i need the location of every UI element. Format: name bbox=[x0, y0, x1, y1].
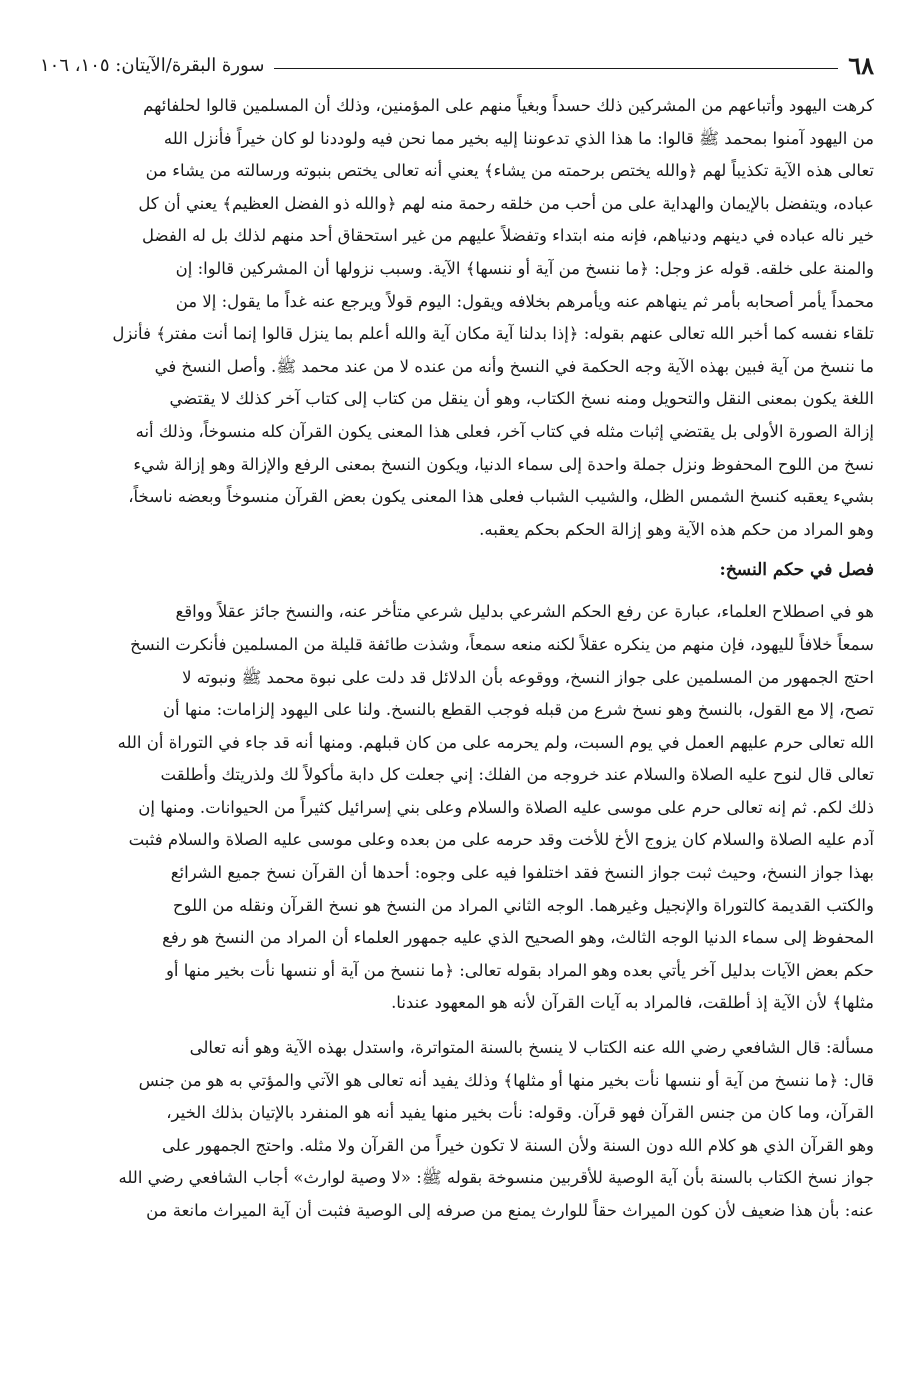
text-line: تلقاء نفسه كما أخبر الله تعالى عنهم بقوله: ﴿إذا بدلنا آية مكان آية والله أعلم بما ينزل قالوا إنما أنت مفتر﴾ فأنزل bbox=[112, 324, 874, 344]
text-line: عنه: بأن هذا ضعيف لأن كون الميراث حقاً للوارث يمنع من صرفه إلى الوصية فثبت أن آية الميراث مانعة من bbox=[146, 1201, 874, 1220]
paragraph-3 bbox=[40, 1032, 874, 1228]
header-rule bbox=[274, 68, 838, 69]
text-line: مسألة: قال الشافعي رضي الله عنه الكتاب لا ينسخ بالسنة المتواترة، واستدل بهذه الآية وهو أنه تعالى bbox=[189, 1038, 874, 1058]
text-line: تصح، إلا مع القول، بالنسخ وهو نسخ شرع من قبله فوجب القطع بالنسخ. ولنا على اليهود إلزامات: منها أن bbox=[162, 700, 874, 720]
text-line: وهو القرآن الذي هو كلام الله دون السنة ولأن السنة لا تكون خيراً من القرآن ولا مثله. واحتج الجمهور على bbox=[162, 1135, 874, 1155]
text-line: تعالى قال لنوح عليه الصلاة والسلام عند خروجه من الفلك: إني جعلت كل دابة مأكولاً لك ولذريتك وأطلقت bbox=[160, 765, 874, 785]
text-line: خير ناله عباده في دينهم ودنياهم، فإنه منه ابتداء وتفضلاً عليهم من غير استحقاق أحد منهم لذلك بل له الفضل bbox=[142, 226, 874, 246]
text-line: هو في اصطلاح العلماء، عبارة عن رفع الحكم الشرعي بدليل شرعي متأخر عنه، والنسخ جائز عقلاً وواقع bbox=[175, 602, 874, 622]
text-line: اللغة يكون بمعنى النقل والتحويل ومنه نسخ الكتاب، وهو أن ينقل من كتاب إلى كتاب آخر كذلك لا يقتضي bbox=[169, 389, 874, 409]
paragraph-2 bbox=[40, 596, 874, 1020]
page-number: ٦٨ bbox=[848, 51, 874, 80]
text-line: سمعاً خلافاً لليهود، فإن منهم من ينكره عقلاً لكنه منعه سمعاً، وشذت طائفة قليلة من المسلمين فأنكرت النسخ bbox=[130, 634, 874, 654]
text-line: كرهت اليهود وأتباعهم من المشركين ذلك حسداً وبغياً منهم على المؤمنين، وذلك أن المسلمين قالوا لحلفائهم bbox=[143, 96, 874, 115]
text-line: والمنة على خلقه. قوله عز وجل: ﴿ما ننسخ من آية أو ننسها﴾ الآية. وسبب نزولها أن المشركين قالوا: إن bbox=[175, 258, 874, 278]
text-line: ذلك لكم. ثم إنه تعالى حرم على موسى عليه الصلاة والسلام وعلى بني إسرائيل كثيراً من الحيوانات. ومنها إن bbox=[138, 797, 874, 817]
section-heading: فصل في حكم النسخ: bbox=[719, 560, 874, 581]
text-line: بشيء يعقبه كنسخ الشمس الظل، والشيب الشباب فعلى هذا المعنى يكون بعض القرآن منسوخاً وبعضه ناسخاً، bbox=[128, 487, 874, 507]
text-line: المحفوظ إلى سماء الدنيا الوجه الثالث، وهو الصحيح الذي عليه جمهور العلماء أن المراد من النسخ هو رفع bbox=[162, 928, 874, 948]
text-line: حكم بعض الآيات بدليل آخر يأتي بعده وهو المراد بقوله تعالى: ﴿ما ننسخ من آية أو ننسها نأت بخير منها أو bbox=[165, 960, 874, 980]
page-header bbox=[40, 48, 874, 78]
text-line: آدم عليه الصلاة والسلام كان يزوج الأخ للأخت وقد حرمه على من بعده وعلى موسى عليه الصلاة والسلام فثبت bbox=[128, 830, 874, 850]
text-line: من اليهود آمنوا بمحمد ﷺ قالوا: ما هذا الذي تدعوننا إليه بخير مما نحن فيه ولوددنا لو كان خيراً فأنزل الله bbox=[163, 128, 874, 148]
text-line: القرآن، وما كان من جنس القرآن فهو قرآن. وقوله: نأت بخير منها يفيد أنه هو المنفرد بالإتيان بذلك الخير، bbox=[166, 1103, 874, 1123]
text-line: قال: ﴿ما ننسخ من آية أو ننسها نأت بخير منها أو مثلها﴾ وذلك يفيد أنه تعالى هو الآتي والمؤتي به هو من جنس bbox=[138, 1070, 874, 1090]
text-line: والكتب القديمة كالتوراة والإنجيل وغيرهما. الوجه الثاني المراد من النسخ هو نسخ القرآن ونقله من اللوح bbox=[172, 895, 874, 915]
text-line: ما ننسخ من آية فبين بهذه الآية وجه الحكمة في النسخ وأنه من عنده لا من عند محمد ﷺ. وأصل النسخ في bbox=[154, 356, 874, 376]
book-page bbox=[40, 48, 874, 1228]
text-line: مثلها﴾ لأن الآية إذ أطلقت، فالمراد به آيات القرآن لأنه هو المعهود عندنا. bbox=[391, 993, 874, 1013]
surah-title: سورة البقرة/الآيتان: ١٠٥، ١٠٦ bbox=[40, 55, 265, 76]
text-line: بهذا جواز النسخ، وحيث ثبت جواز النسخ فقد اختلفوا فيه على وجوه: أحدها أن القرآن نسخ جميع الشرائع bbox=[170, 863, 874, 883]
text-line: إزالة الصورة الأولى بل يقتضي إثبات مثله في كتاب آخر، فعلى هذا المعنى يكون القرآن كله منسوخاً، وذلك أنه bbox=[135, 421, 874, 441]
text-line: تعالى هذه الآية تكذيباً لهم ﴿والله يختص برحمته من يشاء﴾ يعني أنه تعالى يختص بنبوته ورسالته من يشاء من bbox=[145, 161, 874, 181]
paragraph-1 bbox=[40, 90, 874, 546]
text-line: جواز نسخ الكتاب بالسنة بأن آية الوصية للأقربين منسوخة بقوله ﷺ: «لا وصية لوارث» أجاب الشافعي رضي الله bbox=[118, 1168, 874, 1188]
text-line: احتج الجمهور من المسلمين على جواز النسخ، ووقوعه بأن الدلائل قد دلت على نبوة محمد ﷺ ونبوته لا bbox=[182, 667, 874, 687]
text-line: محمداً يأمر أصحابه بأمر ثم ينهاهم عنه ويأمرهم بخلافه ويقول: اليوم قولاً ويرجع عنه غداً ما يقول: إلا من bbox=[175, 291, 874, 311]
text-line: وهو المراد من حكم هذه الآية وهو إزالة الحكم بحكم يعقبه. bbox=[479, 519, 874, 539]
text-line: الله تعالى حرم عليهم العمل في يوم السبت، ولم يحرمه على من كان قبلهم. ومنها أنه قد جاء في التوراة أن الله bbox=[117, 732, 874, 752]
text-line: عباده، ويتفضل بالإيمان والهداية على من أحب من خلقه رحمة منه لهم ﴿والله ذو الفضل العظيم﴾ يعني أن كل bbox=[138, 193, 874, 213]
text-line: نسخ من اللوح المحفوظ ونزل جملة واحدة إلى سماء الدنيا، ويكون النسخ بمعنى الرفع والإزالة وهو إزالة شيء bbox=[133, 454, 874, 474]
